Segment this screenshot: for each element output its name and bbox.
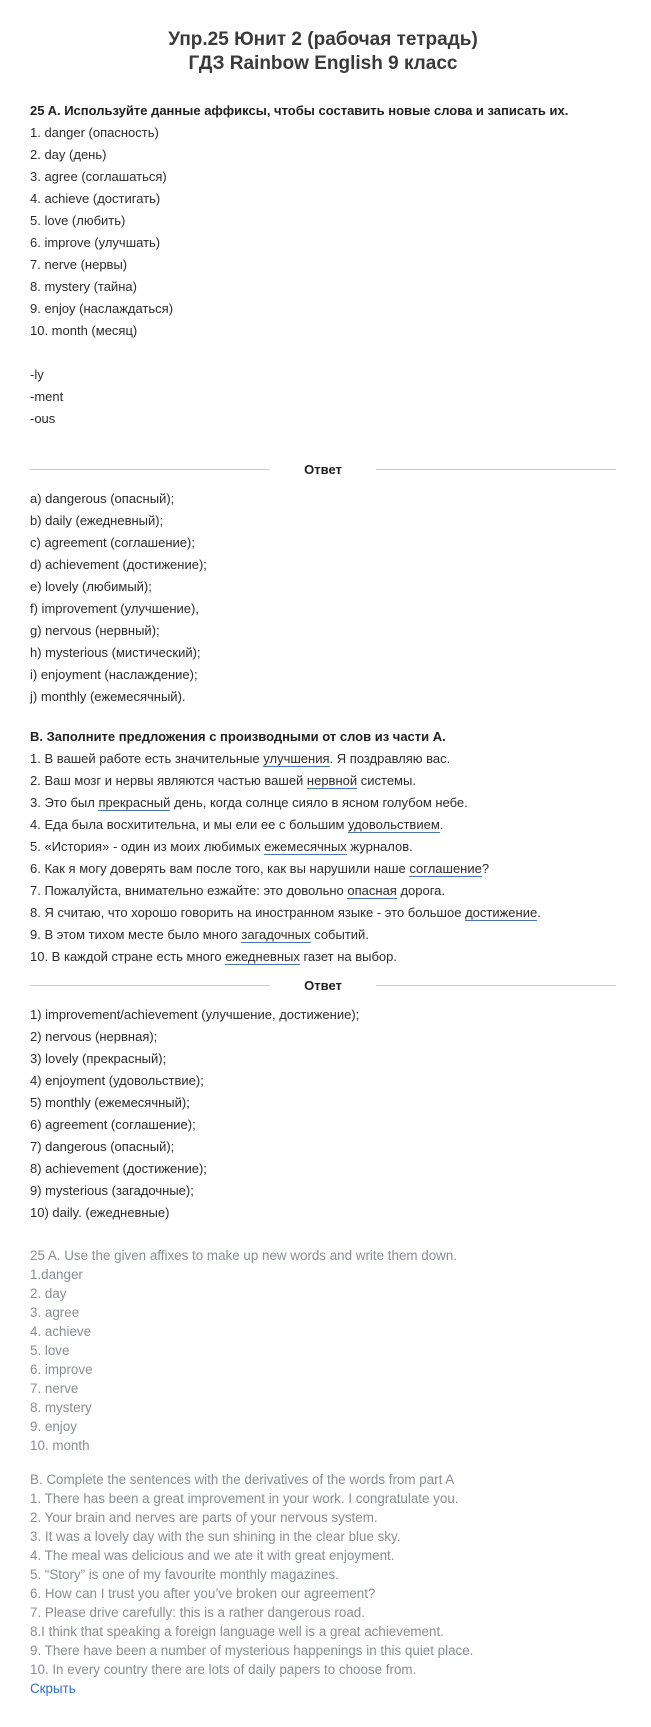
original-b-list	[30, 1489, 616, 1679]
sentence-item	[30, 858, 616, 880]
sentence-text: системы.	[357, 773, 416, 788]
list-item: 5. love (любить)	[30, 213, 126, 228]
highlighted-word: улучшения	[263, 751, 330, 766]
list-item: 9. enjoy	[30, 1419, 77, 1434]
affix-item: -ous	[30, 411, 56, 426]
original-a-heading: 25 A. Use the given affixes to make up new words and write them down.	[30, 1248, 457, 1263]
list-item: 7. Please drive carefully: this is a rather dangerous road.	[30, 1605, 365, 1620]
sentence-text: 5. «История» - один из моих любимых	[30, 839, 265, 854]
list-item: 3. It was a lovely day with the sun shining in the clear blue sky.	[30, 1529, 401, 1544]
part-b-answers	[30, 1004, 616, 1224]
sentence-text: 6. Как я могу доверять вам после того, как вы нарушили наше	[30, 861, 410, 876]
sentence-item	[30, 902, 616, 924]
sentence-text: .	[439, 817, 444, 832]
highlighted-word: ежемесячных	[264, 839, 347, 854]
list-item: 3. agree (соглашаться)	[30, 169, 167, 184]
answer-item: 9) mysterious (загадочные);	[30, 1183, 194, 1198]
list-item: 10. In every country there are lots of daily papers to choose from.	[30, 1662, 417, 1677]
list-item: 1. There has been a great improvement in your work. I congratulate you.	[30, 1491, 459, 1506]
list-item: 2. day (день)	[30, 147, 107, 162]
sentence-text: 7. Пожалуйста, внимательно езжайте: это довольно	[30, 883, 348, 898]
divider-rule-left	[30, 985, 270, 986]
answer-item: 7) dangerous (опасный);	[30, 1139, 175, 1154]
list-item: 2. day	[30, 1286, 67, 1301]
sentence-text: день, когда солнце сияло в ясном голубом небе.	[170, 795, 468, 810]
sentence-item	[30, 770, 616, 792]
answer-item: 2) nervous (нервная);	[30, 1029, 158, 1044]
sentence-text: .	[537, 905, 541, 920]
sentence-text: 2. Ваш мозг и нервы являются частью вашей	[30, 773, 307, 788]
sentence-text: газет на выбор.	[299, 949, 397, 964]
original-b-heading: B. Complete the sentences with the derivatives of the words from part A	[30, 1472, 455, 1487]
answer-item: g) nervous (нервный);	[30, 623, 160, 638]
highlighted-word: загадочных	[241, 927, 311, 942]
sentence-item	[30, 836, 616, 858]
list-item: 10. month (месяц)	[30, 323, 138, 338]
original-a-list	[30, 1265, 616, 1455]
highlighted-word: опасная	[347, 883, 397, 898]
sentence-text: событий.	[310, 927, 369, 942]
highlighted-word: прекрасный	[98, 795, 171, 810]
sentence-text: 8. Я считаю, что хорошо говорить на иностранном языке - это большое	[30, 905, 466, 920]
affix-item: -ment	[30, 389, 64, 404]
highlighted-word: ежедневных	[225, 949, 300, 964]
list-item: 8. mystery	[30, 1400, 92, 1415]
answer-item: h) mysterious (мистический);	[30, 645, 201, 660]
page-title	[30, 28, 616, 76]
list-item: 1. danger (опасность)	[30, 125, 159, 140]
answer-item: e) lovely (любимый);	[30, 579, 152, 594]
part-b-sentences	[30, 748, 616, 968]
list-item: 1.danger	[30, 1267, 83, 1282]
list-item: 8. mystery (тайна)	[30, 279, 137, 294]
sentence-item	[30, 946, 616, 968]
highlighted-word: достижение	[465, 905, 538, 920]
answer-item: f) improvement (улучшение),	[30, 601, 199, 616]
sentence-item	[30, 748, 616, 770]
sentence-text: 9. В этом тихом месте было много	[30, 927, 242, 942]
sentence-item	[30, 924, 616, 946]
answer-divider	[30, 458, 616, 480]
part-a-word-list	[30, 122, 616, 342]
answer-item: 8) achievement (достижение);	[30, 1161, 207, 1176]
sentence-text: 1. В вашей работе есть значительные	[30, 751, 264, 766]
list-item: 4. achieve (достигать)	[30, 191, 161, 206]
divider-rule-right	[376, 469, 616, 470]
sentence-text: журналов.	[346, 839, 413, 854]
affix-item: -ly	[30, 367, 44, 382]
page-title-line-1: Упр.25 Юнит 2 (рабочая тетрадь)	[168, 29, 478, 50]
answer-item: 3) lovely (прекрасный);	[30, 1051, 167, 1066]
highlighted-word: нервной	[306, 773, 358, 788]
list-item: 4. achieve	[30, 1324, 92, 1339]
highlighted-word: соглашение	[409, 861, 482, 876]
list-item: 7. nerve	[30, 1381, 79, 1396]
list-item: 3. agree	[30, 1305, 80, 1320]
answer-label: Ответ	[304, 461, 342, 477]
sentence-text: . Я поздравляю вас.	[329, 751, 451, 766]
list-item: 9. There have been a number of mysterious happenings in this quiet place.	[30, 1643, 474, 1658]
list-item: 6. improve	[30, 1362, 93, 1377]
sentence-item	[30, 880, 616, 902]
part-b-heading: B. Заполните предложения с производными от слов из части А.	[30, 729, 446, 744]
answer-label: Ответ	[304, 977, 342, 993]
list-item: 5. “Story” is one of my favourite monthly magazines.	[30, 1567, 339, 1582]
list-item: 5. love	[30, 1343, 70, 1358]
affix-list	[30, 364, 616, 430]
sentence-text: ?	[481, 861, 490, 876]
list-item: 4. The meal was delicious and we ate it with great enjoyment.	[30, 1548, 395, 1563]
highlighted-word: удовольствием	[348, 817, 440, 832]
answer-item: b) daily (ежедневный);	[30, 513, 164, 528]
list-item: 6. improve (улучшать)	[30, 235, 161, 250]
sentence-text: 10. В каждой стране есть много	[30, 949, 226, 964]
list-item: 2. Your brain and nerves are parts of your nervous system.	[30, 1510, 378, 1525]
list-item: 6. How can I trust you after you’ve broken our agreement?	[30, 1586, 376, 1601]
sentence-text: дорога.	[396, 883, 446, 898]
answer-item: a) dangerous (опасный);	[30, 491, 175, 506]
answer-item: i) enjoyment (наслаждение);	[30, 667, 198, 682]
answer-item: 4) enjoyment (удовольствие);	[30, 1073, 204, 1088]
answer-item: 6) agreement (соглашение);	[30, 1117, 196, 1132]
list-item: 7. nerve (нервы)	[30, 257, 128, 272]
divider-rule-right	[376, 985, 616, 986]
sentence-item	[30, 792, 616, 814]
answer-item: 5) monthly (ежемесячный);	[30, 1095, 190, 1110]
hide-link[interactable]: Скрыть	[30, 1681, 76, 1696]
sentence-text: 3. Это был	[30, 795, 99, 810]
answer-item: 1) improvement/achievement (улучшение, достижение);	[30, 1007, 360, 1022]
divider-rule-left	[30, 469, 270, 470]
list-item: 9. enjoy (наслаждаться)	[30, 301, 174, 316]
list-item: 10. month	[30, 1438, 90, 1453]
answer-item: j) monthly (ежемесячный).	[30, 689, 186, 704]
list-item: 8.I think that speaking a foreign language well is a great achievement.	[30, 1624, 444, 1639]
part-a-answers	[30, 488, 616, 708]
page-title-line-2: ГДЗ Rainbow English 9 класс	[188, 53, 458, 74]
answer-item: c) agreement (соглашение);	[30, 535, 195, 550]
sentence-item	[30, 814, 616, 836]
sentence-text: 4. Еда была восхитительна, и мы ели ее с большим	[30, 817, 349, 832]
answer-item: d) achievement (достижение);	[30, 557, 207, 572]
part-a-heading: 25 A. Используйте данные аффиксы, чтобы составить новые слова и записать их.	[30, 103, 569, 118]
answer-item: 10) daily. (ежедневные)	[30, 1205, 170, 1220]
answer-divider	[30, 974, 616, 996]
exercise-page	[30, 28, 616, 1698]
